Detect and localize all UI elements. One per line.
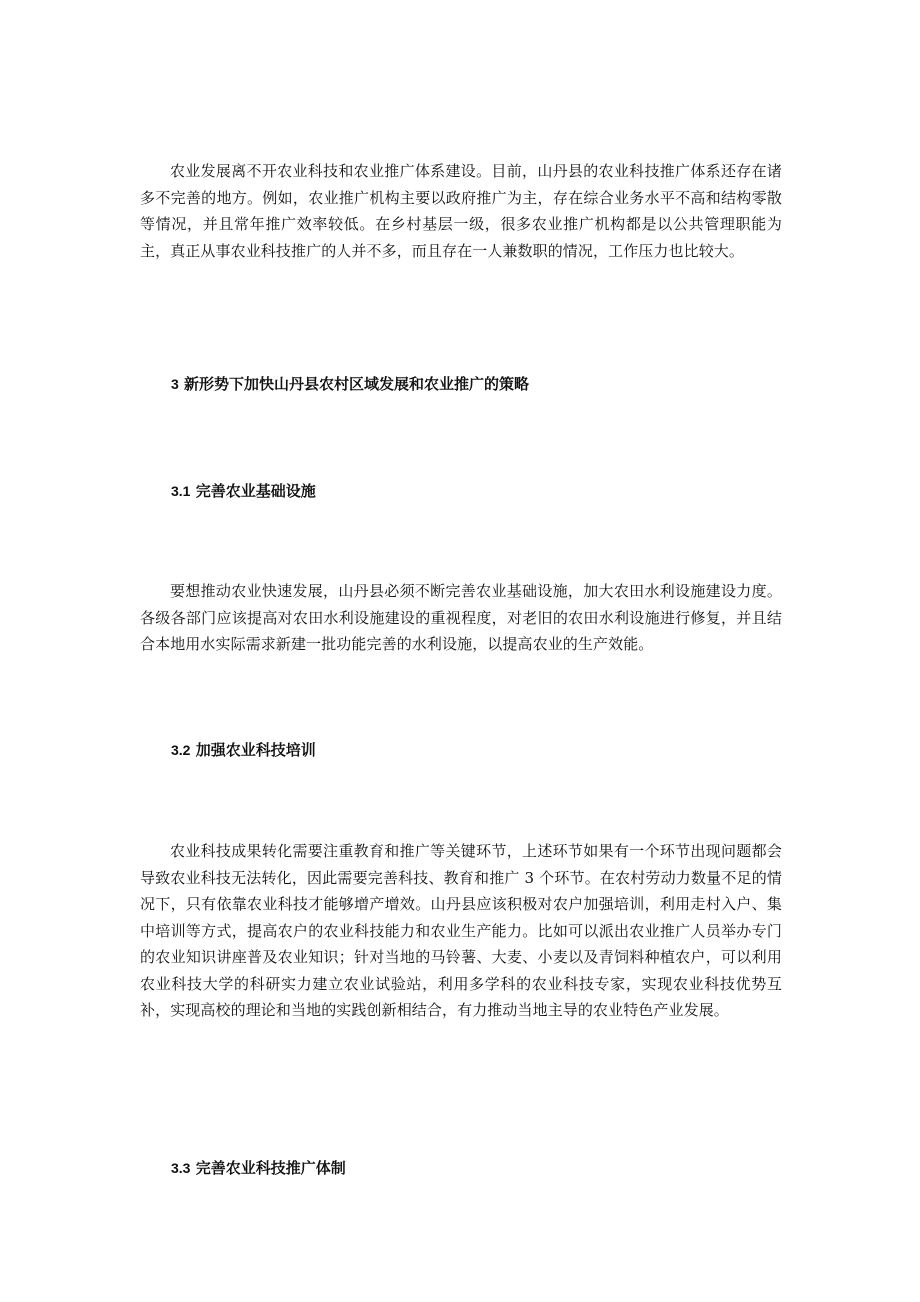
section-heading-3-1 xyxy=(171,481,316,501)
paragraph-technology-training: 农业科技成果转化需要注重教育和推广等关键环节，上述环节如果有一个环节出现问题都会导致农业科技无法转化，因此需要完善科技、教育和推广 3 个环节。在农村劳动力数量不足的情况下，只有依靠农业科技才能够增产增效。山丹县应该积极对农户加强培训，利用走村入户、集中培训等方式，提高农户的农业科技能力和农业生产能力。比如可以派出农业推广人员举办专门的农业知识讲座普及农业知识；针对当地的马铃薯、大麦、小麦以及青饲料种植农户，可以利用农业科技大学的科研实力建立农业试验站，利用多学科的农业科技专家，实现农业科技优势互补，实现高校的理论和当地的实践创新相结合，有力推动当地主导的农业特色产业发展。 xyxy=(140,842,782,1019)
section-title: 完善农业科技推广体制 xyxy=(195,1159,346,1177)
paragraph-agri-extension-system: 农业发展离不开农业科技和农业推广体系建设。目前，山丹县的农业科技推广体系还存在诸多不完善的地方。例如，农业推广机构主要以政府推广为主，存在综合业务水平不高和结构零散等情况，并且常年推广效率较低。在乡村基层一级，很多农业推广机构都是以公共管理职能为主，真正从事农业科技推广的人并不多，而且存在一人兼数职的情况，工作压力也比较大。 xyxy=(140,162,782,260)
section-heading-3-3 xyxy=(171,1158,346,1178)
section-number: 3.2 xyxy=(171,742,191,758)
section-title: 完善农业基础设施 xyxy=(195,482,316,500)
section-heading-3 xyxy=(171,374,529,394)
section-number: 3 xyxy=(171,376,179,392)
section-title: 加强农业科技培训 xyxy=(195,741,316,759)
section-number: 3.1 xyxy=(171,483,191,499)
section-number: 3.3 xyxy=(171,1160,191,1176)
paragraph-infrastructure: 要想推动农业快速发展，山丹县必须不断完善农业基础设施，加大农田水利设施建设力度。各级各部门应该提高对农田水利设施建设的重视程度，对老旧的农田水利设施进行修复，并且结合本地用水实际需求新建一批功能完善的水利设施，以提高农业的生产效能。 xyxy=(140,582,782,653)
section-heading-3-2 xyxy=(171,740,316,760)
section-title: 新形势下加快山丹县农村区域发展和农业推广的策略 xyxy=(184,375,530,393)
